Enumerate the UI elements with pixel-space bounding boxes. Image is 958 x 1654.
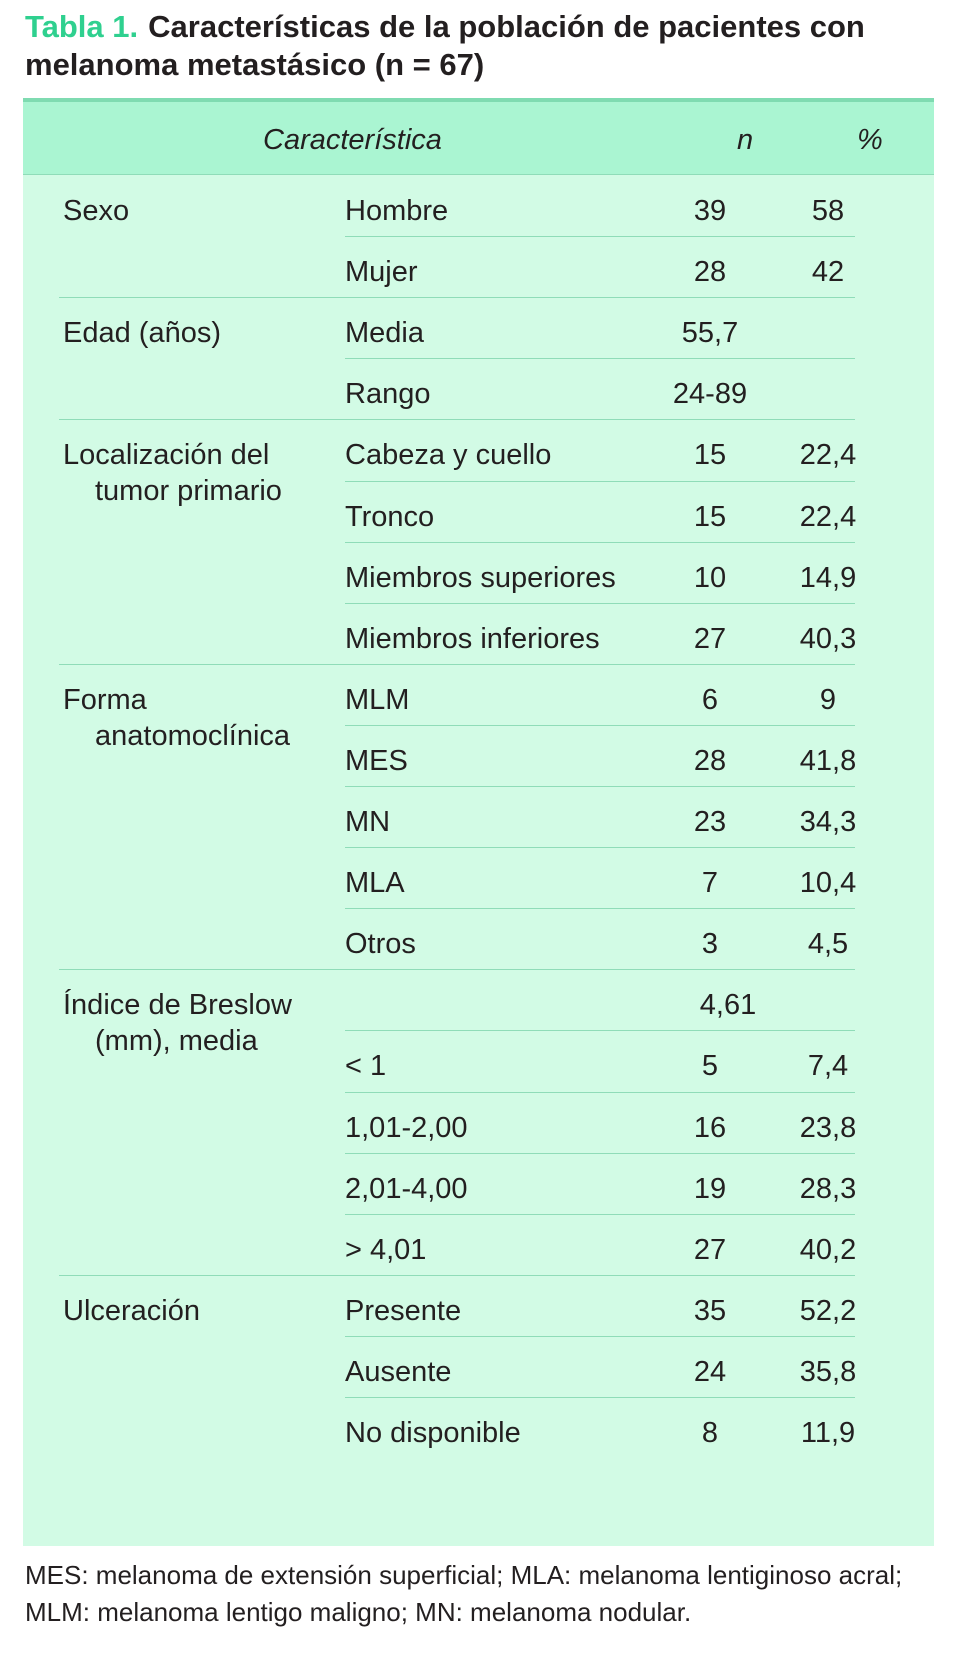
group-divider — [59, 664, 855, 665]
value-percent: 4,5 — [807, 928, 849, 961]
value-n: 5 — [701, 1050, 719, 1083]
value-percent: 9 — [819, 683, 837, 716]
value-percent: 22,4 — [799, 439, 857, 472]
value-n: 8 — [701, 1417, 719, 1449]
table-label: Tabla 1. — [25, 9, 139, 44]
group-divider — [59, 1275, 855, 1276]
value-n: 35 — [693, 1294, 727, 1327]
row-label: Hombre — [345, 195, 449, 227]
value-percent: 35,8 — [799, 1355, 857, 1388]
row-divider — [345, 1336, 855, 1337]
group-label-line: (mm), media — [95, 1025, 258, 1058]
value-n: 3 — [701, 928, 719, 961]
data-table — [23, 98, 934, 1546]
row-divider — [345, 908, 855, 909]
row-label: Cabeza y cuello — [345, 439, 552, 472]
value-n: 27 — [693, 622, 727, 655]
value-n: 27 — [693, 1233, 727, 1266]
value-n: 15 — [693, 439, 727, 472]
row-label: < 1 — [345, 1050, 387, 1083]
value-percent: 40,2 — [799, 1233, 857, 1266]
row-label: Tronco — [345, 500, 435, 533]
row-divider — [345, 358, 855, 359]
group-label — [63, 193, 129, 229]
row-label: 2,01-4,00 — [345, 1172, 468, 1205]
group-label-line: Ulceración — [63, 1294, 200, 1327]
value-n: 10 — [693, 561, 727, 594]
row-label: MES — [345, 744, 408, 777]
value-percent: 14,9 — [799, 561, 857, 594]
value-percent: 42 — [811, 256, 845, 289]
value-n: 24 — [693, 1355, 727, 1388]
row-label: Ausente — [345, 1355, 452, 1388]
value-percent: 11,9 — [800, 1417, 856, 1449]
table-header — [23, 98, 934, 175]
row-label: Mujer — [345, 256, 418, 289]
value-n: 19 — [693, 1172, 727, 1205]
row-divider — [345, 1397, 855, 1398]
row-label: 1,01-2,00 — [345, 1111, 468, 1144]
row-divider — [345, 542, 855, 543]
table-title — [25, 8, 925, 84]
row-label: Media — [345, 317, 424, 350]
value-percent: 23,8 — [799, 1111, 857, 1144]
value-n: 23 — [693, 806, 727, 838]
row-divider — [345, 236, 855, 237]
row-divider — [345, 1030, 855, 1031]
row-label: Miembros superiores — [345, 561, 616, 594]
group-label-line: Edad (años) — [63, 317, 221, 350]
value-n: 6 — [701, 683, 719, 716]
group-divider — [59, 297, 855, 298]
value-n: 28 — [693, 744, 727, 777]
header-n: n — [737, 124, 754, 156]
value-n: 28 — [693, 256, 727, 289]
group-divider — [59, 969, 855, 970]
group-label-line: Localización del — [63, 439, 270, 472]
group-label — [63, 987, 292, 1059]
row-divider — [345, 725, 855, 726]
value-percent: 28,3 — [799, 1172, 857, 1205]
header-percent: % — [857, 124, 883, 156]
row-divider — [345, 847, 855, 848]
header-characteristic: Característica — [263, 124, 442, 156]
value-percent: 10,4 — [799, 867, 857, 900]
group-label — [63, 437, 282, 509]
value-percent: 34,3 — [799, 806, 857, 838]
value-n: 39 — [693, 195, 727, 227]
value-n: 4,61 — [699, 989, 757, 1022]
row-label: MN — [345, 806, 391, 838]
group-label — [63, 315, 221, 351]
value-n: 55,7 — [681, 317, 739, 350]
value-percent: 52,2 — [799, 1294, 857, 1327]
value-n: 16 — [693, 1111, 727, 1144]
group-label — [63, 682, 290, 754]
value-percent: 41,8 — [799, 744, 857, 777]
value-n: 7 — [701, 867, 719, 900]
row-label: No disponible — [345, 1417, 521, 1449]
row-label: > 4,01 — [345, 1233, 427, 1266]
row-divider — [345, 786, 855, 787]
value-n: 24-89 — [672, 378, 748, 411]
row-label: MLA — [345, 867, 405, 900]
row-divider — [345, 481, 855, 482]
row-label: Miembros inferiores — [345, 622, 600, 655]
row-divider — [345, 603, 855, 604]
group-label — [63, 1293, 200, 1329]
row-divider — [345, 1153, 855, 1154]
group-label-line: Índice de Breslow — [63, 989, 292, 1022]
table-caption: Características de la población de pacientes con melanoma metastásico (n = 67) — [25, 9, 865, 82]
group-label-line: Sexo — [63, 195, 130, 227]
group-label-line: Forma — [63, 683, 147, 716]
group-label-line: anatomoclínica — [95, 719, 291, 752]
group-label-line: tumor primario — [95, 475, 282, 508]
value-percent: 7,4 — [807, 1050, 849, 1083]
row-label: Otros — [345, 928, 416, 961]
row-label: Rango — [345, 378, 431, 411]
row-divider — [345, 1214, 855, 1215]
row-divider — [345, 1092, 855, 1093]
group-divider — [59, 419, 855, 420]
value-n: 15 — [693, 500, 727, 533]
table-footnote: MES: melanoma de extensión superficial; MLA: melanoma lentiginoso acral; MLM: melanoma lentigo maligno; MN: melanoma nodular. — [25, 1560, 903, 1627]
row-label: Presente — [345, 1294, 462, 1327]
value-percent: 22,4 — [799, 500, 857, 533]
value-percent: 40,3 — [799, 622, 857, 655]
row-label: MLM — [345, 683, 410, 716]
value-percent: 58 — [811, 195, 845, 227]
